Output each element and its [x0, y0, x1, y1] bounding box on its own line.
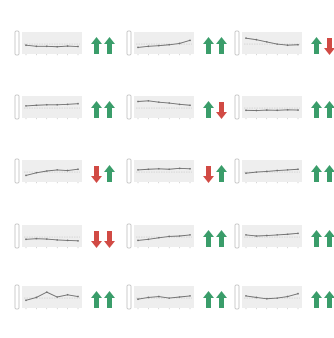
plot-area [22, 32, 82, 54]
data-point [148, 168, 150, 170]
sparkline-chart [12, 26, 84, 60]
data-point [56, 169, 58, 171]
arrow-shape [91, 166, 102, 183]
up-arrow-icon [103, 36, 116, 58]
arrow-shape [324, 230, 334, 247]
chart-panel-10 [12, 211, 116, 269]
data-point [77, 103, 79, 105]
data-point [266, 235, 268, 237]
y-axis-label-box [235, 224, 239, 248]
data-point [77, 46, 79, 48]
up-arrow-icon [323, 100, 334, 122]
data-point [36, 238, 38, 240]
chart-panel-12 [232, 211, 334, 269]
y-axis-label-box [127, 95, 131, 119]
arrow-shape [203, 166, 214, 183]
down-arrow-icon [90, 229, 103, 251]
sparkline-chart [124, 154, 196, 188]
arrow-shape [104, 231, 115, 248]
chart-panel-13 [12, 272, 116, 330]
up-arrow-icon [310, 100, 323, 122]
y-axis-label-box [127, 224, 131, 248]
data-point [276, 43, 278, 45]
arrow-shape [324, 38, 334, 55]
data-point [158, 45, 160, 47]
data-point [25, 44, 27, 46]
data-point [158, 168, 160, 170]
arrow-shape [324, 291, 334, 308]
data-point [56, 239, 58, 241]
down-arrow-icon [103, 229, 116, 251]
chart-panel-8 [124, 146, 228, 204]
data-point [36, 172, 38, 174]
plot-area [22, 225, 82, 247]
arrow-shape [203, 101, 214, 118]
sparkline-chart [232, 26, 304, 60]
data-point [276, 297, 278, 299]
up-arrow-icon [103, 290, 116, 312]
arrow-shape [311, 230, 322, 247]
data-point [137, 101, 139, 103]
up-arrow-icon [215, 290, 228, 312]
data-point [179, 103, 181, 105]
data-point [137, 240, 139, 242]
data-point [287, 109, 289, 111]
y-axis-label-box [235, 31, 239, 55]
data-point [256, 297, 258, 299]
arrow-shape [203, 37, 214, 54]
plot-area [22, 96, 82, 118]
up-arrow-icon [310, 164, 323, 186]
up-arrow-icon [90, 36, 103, 58]
chart-panel-2 [124, 18, 228, 76]
data-point [46, 238, 48, 240]
data-point [179, 296, 181, 298]
data-point [179, 43, 181, 45]
data-point [56, 46, 58, 48]
down-arrow-icon [323, 36, 334, 58]
data-point [56, 104, 58, 106]
data-point [67, 170, 69, 172]
up-arrow-icon [202, 100, 215, 122]
sparkline-chart [232, 154, 304, 188]
plot-area [134, 160, 194, 182]
data-point [287, 296, 289, 298]
data-point [148, 238, 150, 240]
data-point [137, 298, 139, 300]
arrow-shape [216, 37, 227, 54]
up-arrow-icon [323, 229, 334, 251]
data-point [148, 297, 150, 299]
up-arrow-icon [202, 229, 215, 251]
data-point [77, 240, 79, 242]
y-axis-label-box [235, 95, 239, 119]
data-point [158, 237, 160, 239]
up-arrow-icon [103, 100, 116, 122]
plot-area [242, 96, 302, 118]
data-point [25, 299, 27, 301]
up-arrow-icon [215, 36, 228, 58]
arrow-shape [311, 101, 322, 118]
y-axis-label-box [127, 285, 131, 309]
data-point [276, 234, 278, 236]
arrow-shape [216, 102, 227, 119]
data-point [67, 294, 69, 296]
chart-panel-7 [12, 146, 116, 204]
data-point [46, 170, 48, 172]
down-arrow-icon [202, 164, 215, 186]
sparkline-chart [232, 90, 304, 124]
up-arrow-icon [310, 229, 323, 251]
arrow-shape [216, 230, 227, 247]
data-point [245, 37, 247, 39]
data-point [168, 297, 170, 299]
y-axis-label-box [127, 31, 131, 55]
data-point [297, 44, 299, 46]
data-point [137, 47, 139, 49]
data-point [266, 109, 268, 111]
arrow-shape [311, 165, 322, 182]
y-axis-label-box [15, 31, 19, 55]
data-point [297, 168, 299, 170]
y-axis-label-box [15, 95, 19, 119]
sparkline-chart [232, 280, 304, 314]
arrow-shape [203, 230, 214, 247]
data-point [36, 104, 38, 106]
y-axis-label-box [235, 159, 239, 183]
data-point [67, 45, 69, 47]
data-point [36, 297, 38, 299]
up-arrow-icon [310, 290, 323, 312]
up-arrow-icon [323, 290, 334, 312]
plot-area [22, 160, 82, 182]
up-arrow-icon [202, 290, 215, 312]
arrow-shape [91, 231, 102, 248]
chart-panel-14 [124, 272, 228, 330]
data-point [179, 167, 181, 169]
arrow-shape [104, 165, 115, 182]
arrow-shape [203, 291, 214, 308]
data-point [168, 168, 170, 170]
data-point [256, 171, 258, 173]
data-point [276, 109, 278, 111]
sparkline-chart [124, 90, 196, 124]
chart-panel-5 [124, 82, 228, 140]
sparkline-chart [124, 219, 196, 253]
data-point [245, 234, 247, 236]
up-arrow-icon [202, 36, 215, 58]
chart-panel-9 [232, 146, 334, 204]
data-point [276, 170, 278, 172]
arrow-shape [324, 101, 334, 118]
data-point [77, 168, 79, 170]
chart-panel-15 [232, 272, 334, 330]
arrow-shape [324, 165, 334, 182]
data-point [168, 236, 170, 238]
data-point [137, 169, 139, 171]
data-point [266, 171, 268, 173]
arrow-shape [91, 37, 102, 54]
data-point [25, 238, 27, 240]
up-arrow-icon [215, 164, 228, 186]
data-point [189, 234, 191, 236]
data-point [266, 41, 268, 43]
data-point [189, 295, 191, 297]
sparkline-chart [12, 154, 84, 188]
plot-area [134, 225, 194, 247]
sparkline-chart [124, 280, 196, 314]
data-point [56, 296, 58, 298]
data-point [158, 296, 160, 298]
up-arrow-icon [90, 100, 103, 122]
chart-panel-11 [124, 211, 228, 269]
arrow-shape [311, 37, 322, 54]
plot-area [242, 225, 302, 247]
down-arrow-icon [215, 100, 228, 122]
data-point [148, 100, 150, 102]
sparkline-chart [124, 26, 196, 60]
up-arrow-icon [103, 164, 116, 186]
data-point [297, 109, 299, 111]
data-point [158, 101, 160, 103]
up-arrow-icon [90, 290, 103, 312]
data-point [297, 232, 299, 234]
data-point [168, 102, 170, 104]
chart-panel-3 [232, 18, 334, 76]
arrow-shape [104, 101, 115, 118]
up-arrow-icon [323, 164, 334, 186]
data-point [287, 169, 289, 171]
data-point [297, 293, 299, 295]
data-point [256, 235, 258, 237]
data-point [77, 296, 79, 298]
data-point [67, 103, 69, 105]
data-point [245, 172, 247, 174]
data-point [168, 44, 170, 46]
data-point [245, 109, 247, 111]
sparkline-chart [12, 219, 84, 253]
data-point [46, 291, 48, 293]
arrow-shape [91, 291, 102, 308]
data-point [245, 295, 247, 297]
data-point [67, 240, 69, 242]
sparkline-chart [232, 219, 304, 253]
data-point [36, 45, 38, 47]
arrow-shape [311, 291, 322, 308]
data-point [148, 45, 150, 47]
arrow-shape [91, 101, 102, 118]
arrow-shape [216, 291, 227, 308]
y-axis-label-box [15, 285, 19, 309]
y-axis-label-box [15, 224, 19, 248]
arrow-shape [104, 37, 115, 54]
data-point [189, 104, 191, 106]
data-point [189, 39, 191, 41]
data-point [46, 104, 48, 106]
data-point [287, 44, 289, 46]
down-arrow-icon [90, 164, 103, 186]
data-point [46, 45, 48, 47]
data-point [25, 105, 27, 107]
plot-area [22, 286, 82, 308]
chart-panel-1 [12, 18, 116, 76]
y-axis-label-box [127, 159, 131, 183]
data-point [179, 235, 181, 237]
chart-panel-6 [232, 82, 334, 140]
arrow-shape [216, 165, 227, 182]
y-axis-label-box [235, 285, 239, 309]
sparkline-chart [12, 280, 84, 314]
up-arrow-icon [310, 36, 323, 58]
data-point [25, 175, 27, 177]
data-point [256, 110, 258, 112]
arrow-shape [104, 291, 115, 308]
data-point [256, 39, 258, 41]
data-point [189, 168, 191, 170]
data-point [287, 233, 289, 235]
plot-area [134, 32, 194, 54]
chart-panel-4 [12, 82, 116, 140]
plot-area [134, 96, 194, 118]
sparkline-chart [12, 90, 84, 124]
y-axis-label-box [15, 159, 19, 183]
up-arrow-icon [215, 229, 228, 251]
data-point [266, 298, 268, 300]
